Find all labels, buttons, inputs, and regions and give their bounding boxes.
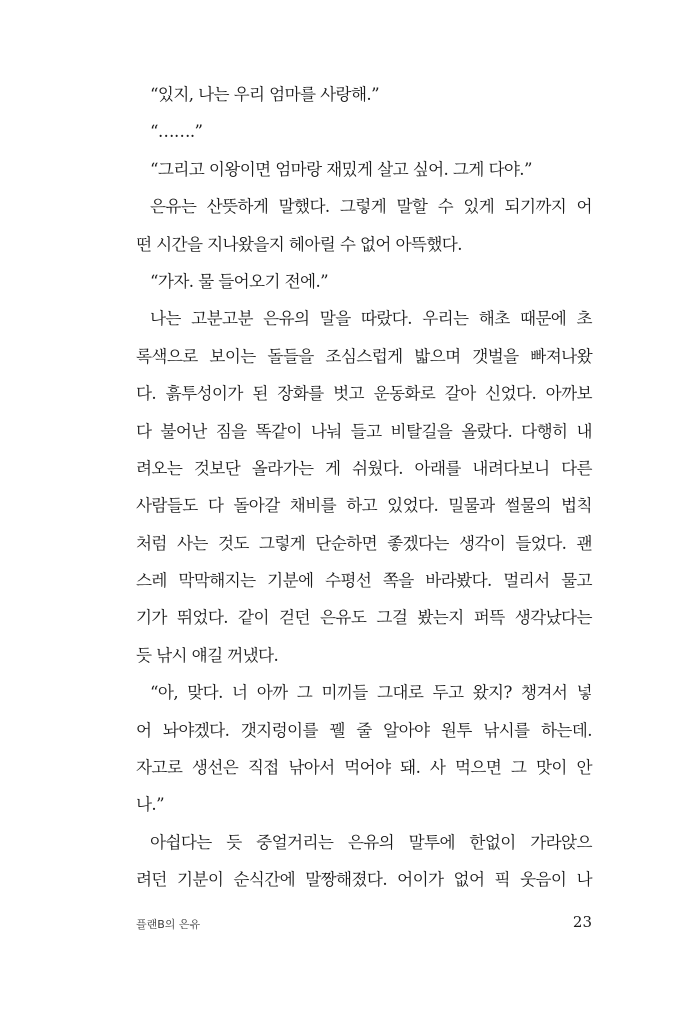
text-line: “가자. 물 들어오기 전에.” — [150, 271, 329, 291]
text-line: 려던 기분이 순식간에 말짱해졌다. 어이가 없어 픽 웃음이 나 — [136, 870, 592, 890]
text-line: 기가 뛰었다. 같이 걷던 은유도 그걸 봤는지 퍼뜩 생각났다는 — [136, 608, 592, 628]
page-body — [136, 76, 592, 899]
text-line: 나는 고분고분 은유의 말을 따랐다. 우리는 해초 때문에 초 — [150, 309, 592, 329]
text-line: 다. 흙투성이가 된 장화를 벗고 운동화로 갈아 신었다. 아까보 — [136, 384, 592, 404]
text-line: 아쉽다는 듯 중얼거리는 은유의 말투에 한없이 가라앉으 — [150, 832, 592, 852]
text-line: 떤 시간을 지나왔을지 헤아릴 수 없어 아뜩했다. — [136, 234, 462, 254]
text-line: 어 놔야겠다. 갯지렁이를 꿸 줄 알아야 원투 낚시를 하는데. — [136, 720, 592, 740]
text-line: “그리고 이왕이면 엄마랑 재밌게 살고 싶어. 그게 다야.” — [150, 159, 532, 179]
text-line: 은유는 산뜻하게 말했다. 그렇게 말할 수 있게 되기까지 어 — [150, 197, 592, 217]
page-number: 23 — [572, 913, 592, 931]
text-line: 자고로 생선은 직접 낚아서 먹어야 돼. 사 먹으면 그 맛이 안 — [136, 758, 592, 778]
text-line: 듯 낚시 얘길 꺼냈다. — [136, 645, 279, 665]
text-line: 록색으로 보이는 돌들을 조심스럽게 밟으며 갯벌을 빠져나왔 — [136, 346, 592, 366]
text-line: 스레 막막해지는 기분에 수평선 쪽을 바라봤다. 멀리서 물고 — [136, 571, 592, 591]
text-line: 다 불어난 짐을 똑같이 나눠 들고 비탈길을 올랐다. 다행히 내 — [136, 421, 592, 441]
text-line: 려오는 것보단 올라가는 게 쉬웠다. 아래를 내려다보니 다른 — [136, 458, 592, 478]
text-line: “…….” — [150, 122, 203, 142]
text-line: 나.” — [136, 795, 164, 815]
text-line: “아, 맞다. 너 아까 그 미끼들 그대로 두고 왔지? 챙겨서 넣 — [150, 683, 592, 703]
text-line: 처럼 사는 것도 그렇게 단순하면 좋겠다는 생각이 들었다. 괜 — [136, 533, 592, 553]
text-line: 사람들도 다 돌아갈 채비를 하고 있었다. 밀물과 썰물의 법칙 — [136, 496, 592, 516]
text-line: “있지, 나는 우리 엄마를 사랑해.” — [150, 85, 379, 104]
running-footer-title: 플랜B의 은유 — [136, 918, 201, 931]
